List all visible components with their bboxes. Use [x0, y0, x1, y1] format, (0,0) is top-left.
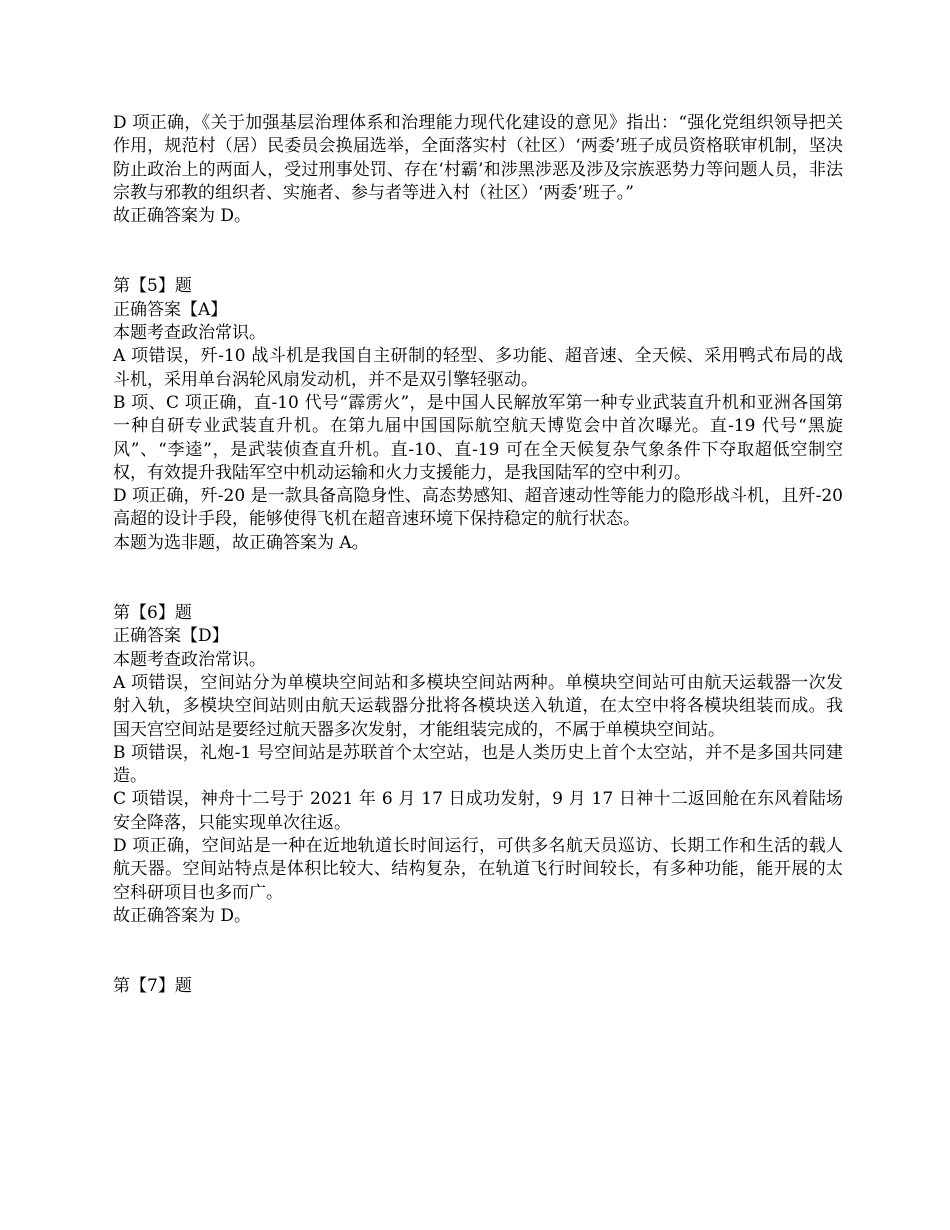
- paragraph: 本题考查政治常识。: [113, 649, 266, 670]
- question-7-section: [113, 975, 843, 998]
- question-title: 第【6】题: [113, 603, 192, 624]
- paragraph: B 项、C 项正确，直-10 代号“霹雳火”，是中国人民解放军第一种专业武装直升机和亚洲各国第一种自研专业武装直升机。在第九届中国国际航空航天博览会中首次曝光。直-19 代号“黑旋风”、“李逵”，是武装侦查直升机。直-10、直-19 可在全天候复杂气象条件下夺取超低空制空权，有效提升我陆军空中机动运输和火力支援能力，是我国陆军的空中利刃。: [113, 392, 843, 483]
- paragraph: C 项错误，神舟十二号于 2021 年 6 月 17 日成功发射，9 月 17 日神十二返回舱在东风着陆场安全降落，只能实现单次往返。: [113, 789, 844, 833]
- question-title: 第【5】题: [113, 276, 192, 297]
- conclusion-line: 故正确答案为 D。: [113, 206, 252, 227]
- paragraph: B 项错误，礼炮-1 号空间站是苏联首个太空站，也是人类历史上首个太空站，并不是多国共同建造。: [113, 742, 843, 787]
- paragraph: D 项正确，歼-20 是一款具备高隐身性、高态势感知、超音速动性等能力的隐形战斗机，且歼-20 高超的设计手段，能够使得飞机在超音速环境下保持稳定的航行状态。: [113, 486, 843, 530]
- paragraph: D 项正确，《关于加强基层治理体系和治理能力现代化建设的意见》指出：“强化党组织领导把关作用，规范村（居）民委员会换届选举，全面落实村（社区）‘两委’班子成员资格联审机制，坚决防止政治上的两面人，受过刑事处罚、存在‘村霸’和涉黑涉恶及涉及宗族恶势力等问题人员，非法宗教与邪教的组织者、实施者、参与者等进入村（社区）‘两委’班子。”: [113, 113, 843, 203]
- correct-answer: 正确答案【D】: [113, 626, 229, 647]
- section-gap: [113, 928, 843, 975]
- intro-section: [113, 112, 843, 228]
- conclusion-line: 本题为选非题，故正确答案为 A。: [113, 532, 369, 553]
- question-5-section: [113, 275, 843, 555]
- section-gap: [113, 555, 843, 602]
- paragraph: A 项错误，空间站分为单模块空间站和多模块空间站两种。单模块空间站可由航天运载器一次发射入轨，多模块空间站则由航天运载器分批将各模块送入轨道，在太空中将各模块组装而成。我国天宫空间站是要经过航天器多次发射，才能组装完成的，不属于单模块空间站。: [113, 672, 843, 740]
- paragraph: D 项正确，空间站是一种在近地轨道长时间运行，可供多名航天员巡访、长期工作和生活的载人航天器。空间站特点是体积比较大、结构复杂，在轨道飞行时间较长，有多种功能，能开展的太空科研项目也多而广。: [113, 836, 843, 903]
- section-gap: [113, 228, 843, 275]
- paragraph: A 项错误，歼-10 战斗机是我国自主研制的轻型、多功能、超音速、全天候、采用鸭式布局的战斗机，采用单台涡轮风扇发动机，并不是双引擎轻驱动。: [113, 346, 843, 390]
- document-page: [113, 112, 843, 999]
- paragraph: 本题考查政治常识。: [113, 323, 266, 344]
- question-6-section: [113, 602, 843, 928]
- correct-answer: 正确答案【A】: [113, 299, 228, 320]
- conclusion-line: 故正确答案为 D。: [113, 905, 252, 926]
- question-title: 第【7】题: [113, 976, 192, 997]
